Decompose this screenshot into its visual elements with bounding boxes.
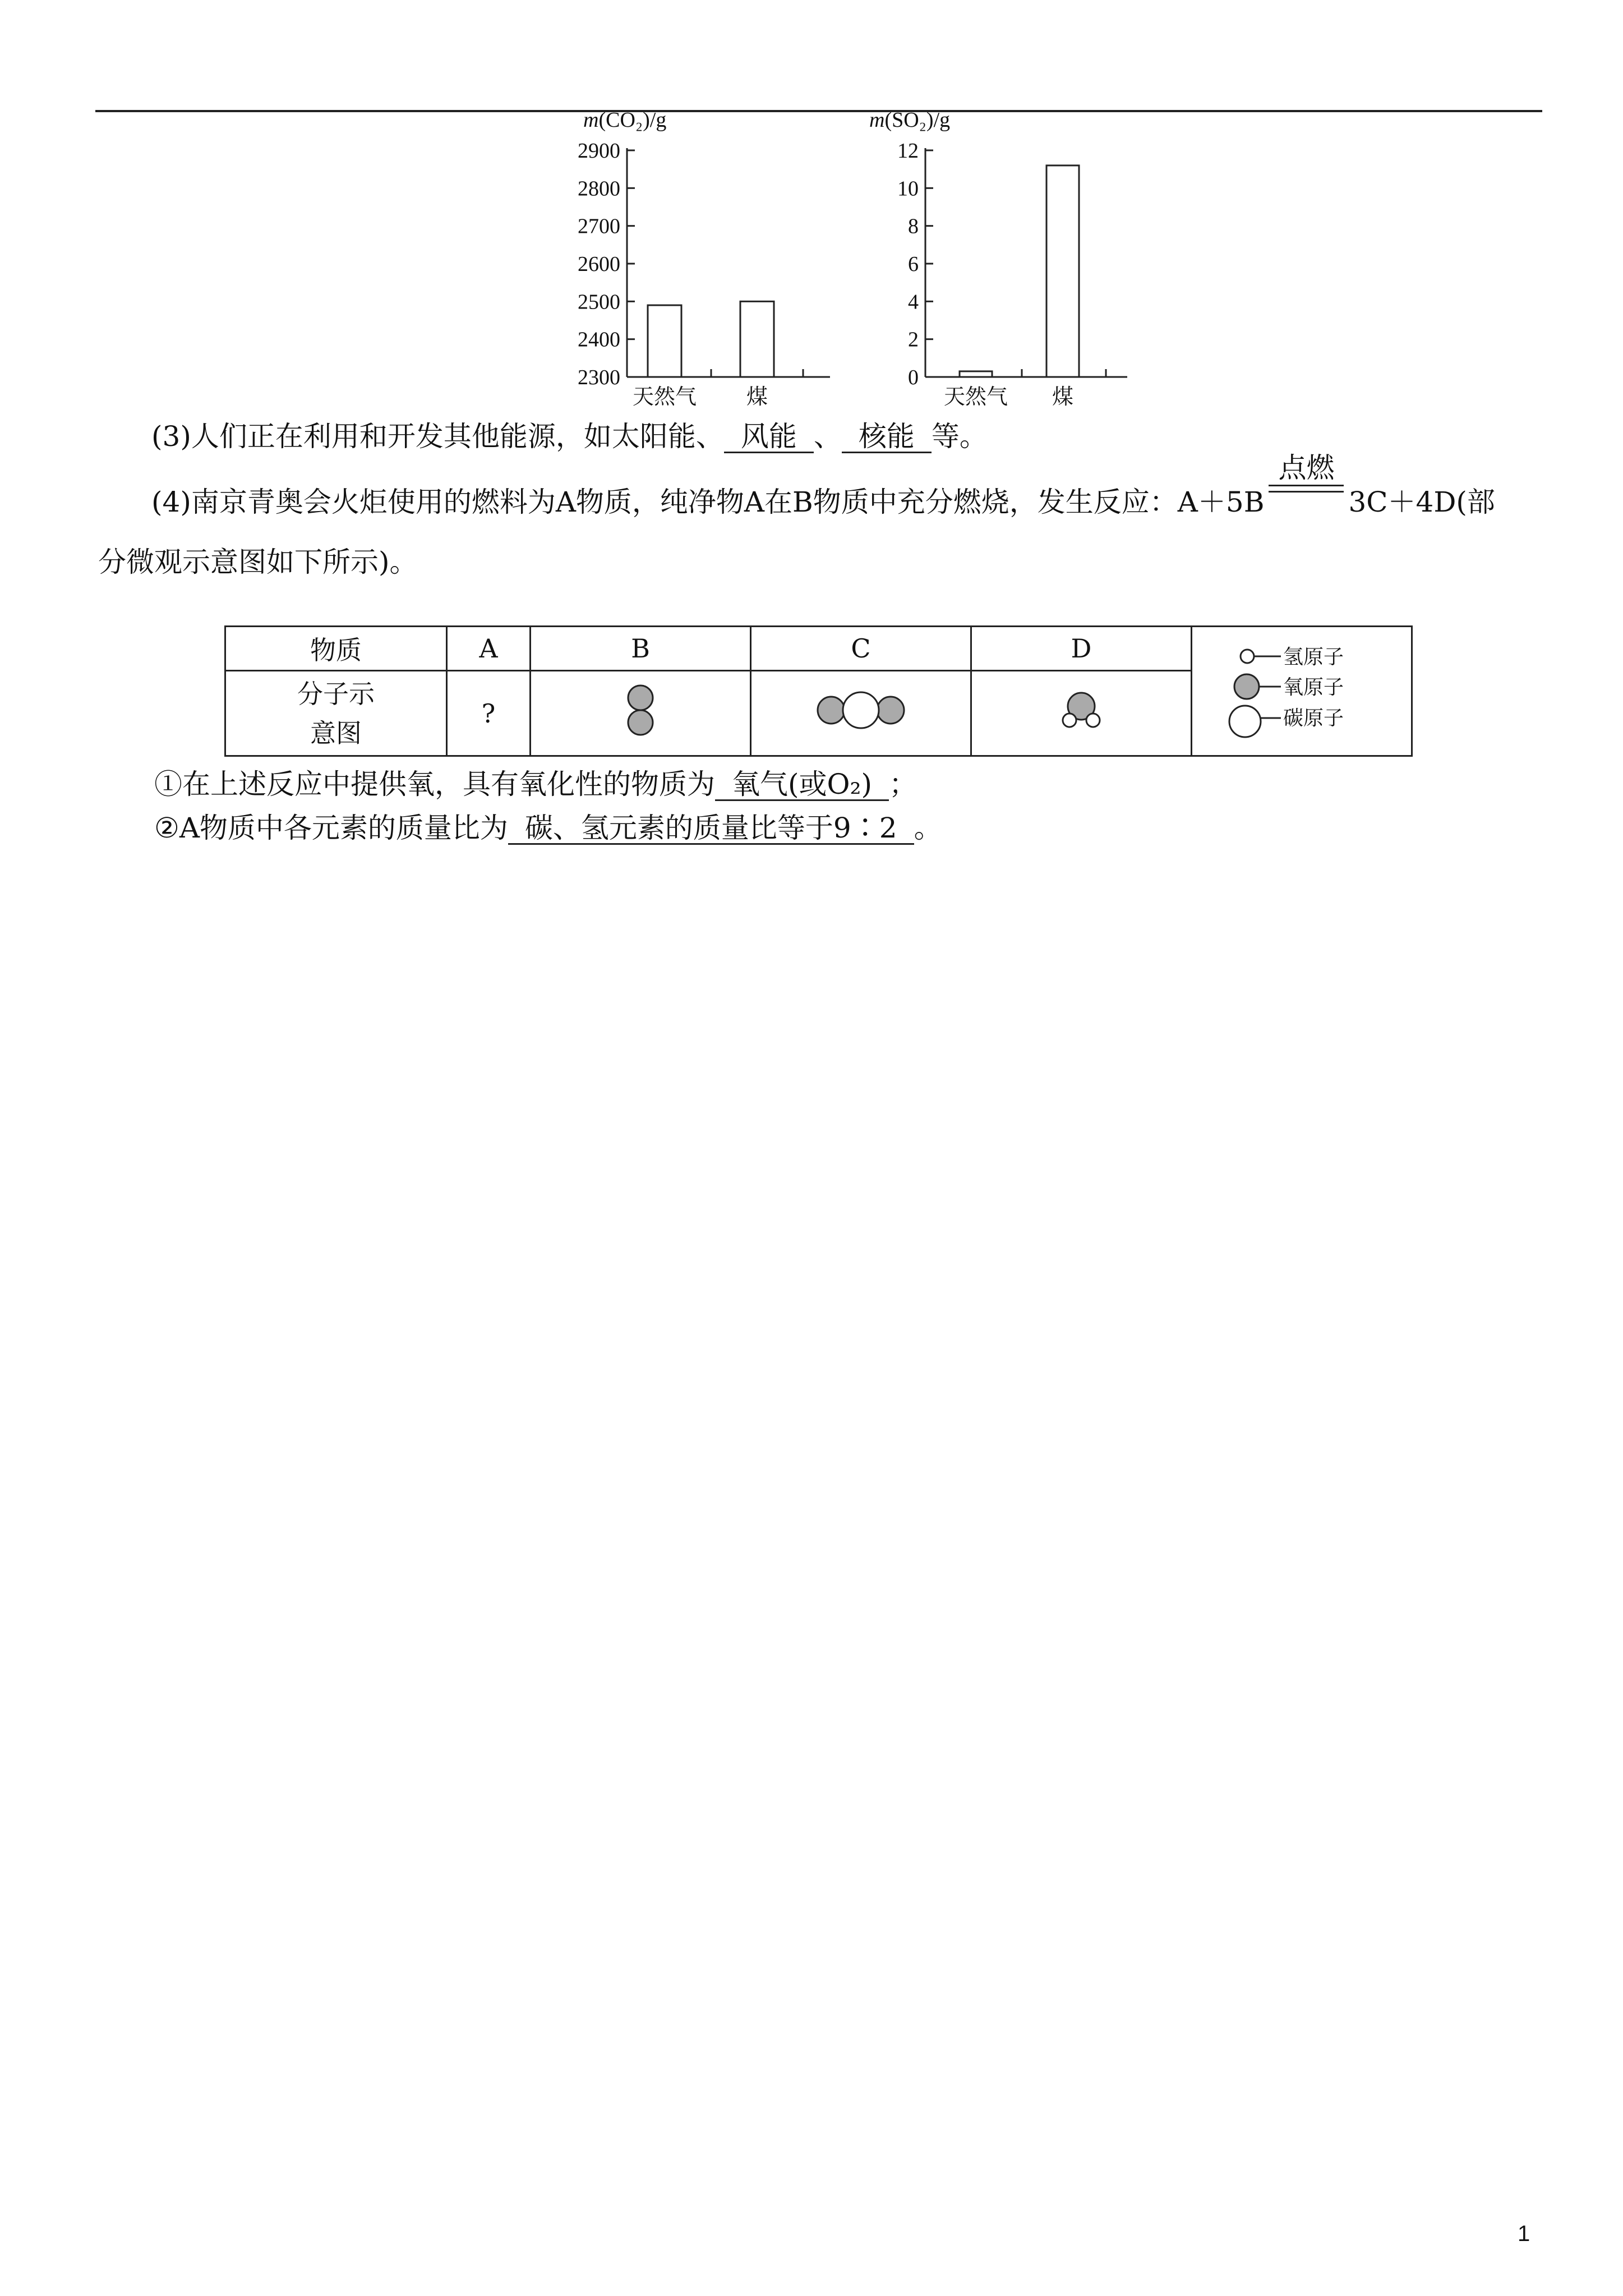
legend-oxygen (1234, 674, 1344, 699)
y-tick-label: 12 (897, 139, 919, 163)
row-label-line-2: 意图 (310, 717, 362, 748)
legend-label-oxygen: 氧原子 (1283, 676, 1344, 699)
co2-chart (538, 107, 852, 423)
sub1-answer: 氧气(或O₂) (715, 769, 889, 801)
double-line-icon (1269, 485, 1344, 493)
sub1-suffix: ； (889, 768, 917, 800)
molecule-c (751, 671, 971, 756)
table-header-a: A (447, 627, 531, 671)
x-category-label: 煤 (1052, 384, 1074, 409)
q3-prefix: (3)人们正在利用和开发其他能源，如太阳能、 (151, 420, 724, 453)
y-tick-label: 2400 (578, 328, 620, 352)
sub2-prefix: ②A物质中各元素的质量比为 (154, 812, 508, 844)
y-tick-label: 4 (908, 290, 919, 314)
hydrogen-atom-icon (1241, 650, 1254, 663)
bar-natural-gas (648, 305, 681, 377)
sub1-prefix: ①在上述反应中提供氧，具有氧化性的物质为 (154, 768, 715, 800)
sub-question-2 (154, 811, 942, 845)
y-axis-label: m(SO₂)/g (869, 108, 951, 132)
q3-suffix: 等。 (931, 420, 988, 453)
y-tick-label: 2600 (578, 252, 620, 276)
table-row-label (225, 671, 447, 756)
bar-natural-gas (960, 371, 992, 377)
legend-carbon (1229, 706, 1344, 737)
legend-label-carbon: 碳原子 (1283, 707, 1344, 730)
oxygen-atom-icon (1234, 674, 1259, 699)
x-category-label: 天然气 (632, 384, 697, 409)
y-tick-label: 2500 (578, 290, 620, 314)
y-tick-label: 2900 (578, 139, 620, 163)
molecule-table (224, 625, 1413, 757)
table-header-c: C (751, 627, 971, 671)
legend-hydrogen (1241, 646, 1344, 669)
y-tick-label: 10 (897, 177, 919, 201)
bar-coal (740, 301, 774, 377)
sub-question-1 (154, 767, 917, 801)
question-3 (151, 420, 988, 453)
molecule-a: ? (447, 671, 531, 756)
row-label-line-1: 分子示 (297, 678, 375, 709)
y-tick-label: 0 (908, 366, 919, 389)
y-tick-label: 6 (908, 252, 919, 276)
y-tick-label: 2300 (578, 366, 620, 389)
water-molecule-icon (1056, 688, 1106, 733)
x-category-label: 煤 (746, 384, 768, 409)
carbon-atom-icon (1229, 706, 1261, 737)
q4-line1-b: 3C＋4D(部 (1348, 486, 1495, 518)
molecule-d (971, 671, 1192, 756)
carbon-dioxide-molecule-icon (813, 688, 909, 733)
reaction-condition: 点燃 (1278, 452, 1335, 484)
y-tick-label: 2700 (578, 214, 620, 238)
question-4-line-1 (151, 452, 1495, 519)
y-tick-label: 8 (908, 214, 919, 238)
page-number: 1 (1518, 2221, 1530, 2246)
table-header-d: D (971, 627, 1192, 671)
molecule-b (531, 671, 751, 756)
q4-line1-a: (4)南京青奥会火炬使用的燃料为A物质，纯净物A在B物质中充分燃烧，发生反应：A＋5B (151, 486, 1265, 518)
reaction-arrow (1264, 452, 1348, 512)
sub2-answer: 碳、氢元素的质量比等于9∶2 (508, 813, 914, 845)
q4-line2: 分微观示意图如下所示)。 (98, 546, 418, 578)
table-header-b: B (531, 627, 751, 671)
question-4-line-2 (98, 545, 418, 579)
y-axis-label: m(CO₂)/g (583, 108, 667, 132)
q3-answer-2: 核能 (842, 421, 932, 453)
so2-chart (864, 107, 1178, 423)
bar-coal (1046, 165, 1079, 377)
oxygen-molecule-icon (618, 679, 663, 741)
q3-answer-1: 风能 (724, 421, 814, 453)
y-tick-label: 2 (908, 328, 919, 352)
y-tick-label: 2800 (578, 177, 620, 201)
q3-sep: 、 (813, 420, 842, 453)
sub2-suffix: 。 (914, 812, 942, 844)
x-category-label: 天然气 (943, 384, 1008, 409)
table-header-substance: 物质 (225, 627, 447, 671)
legend-label-hydrogen: 氢原子 (1283, 646, 1344, 669)
atom-legend (1192, 627, 1412, 756)
